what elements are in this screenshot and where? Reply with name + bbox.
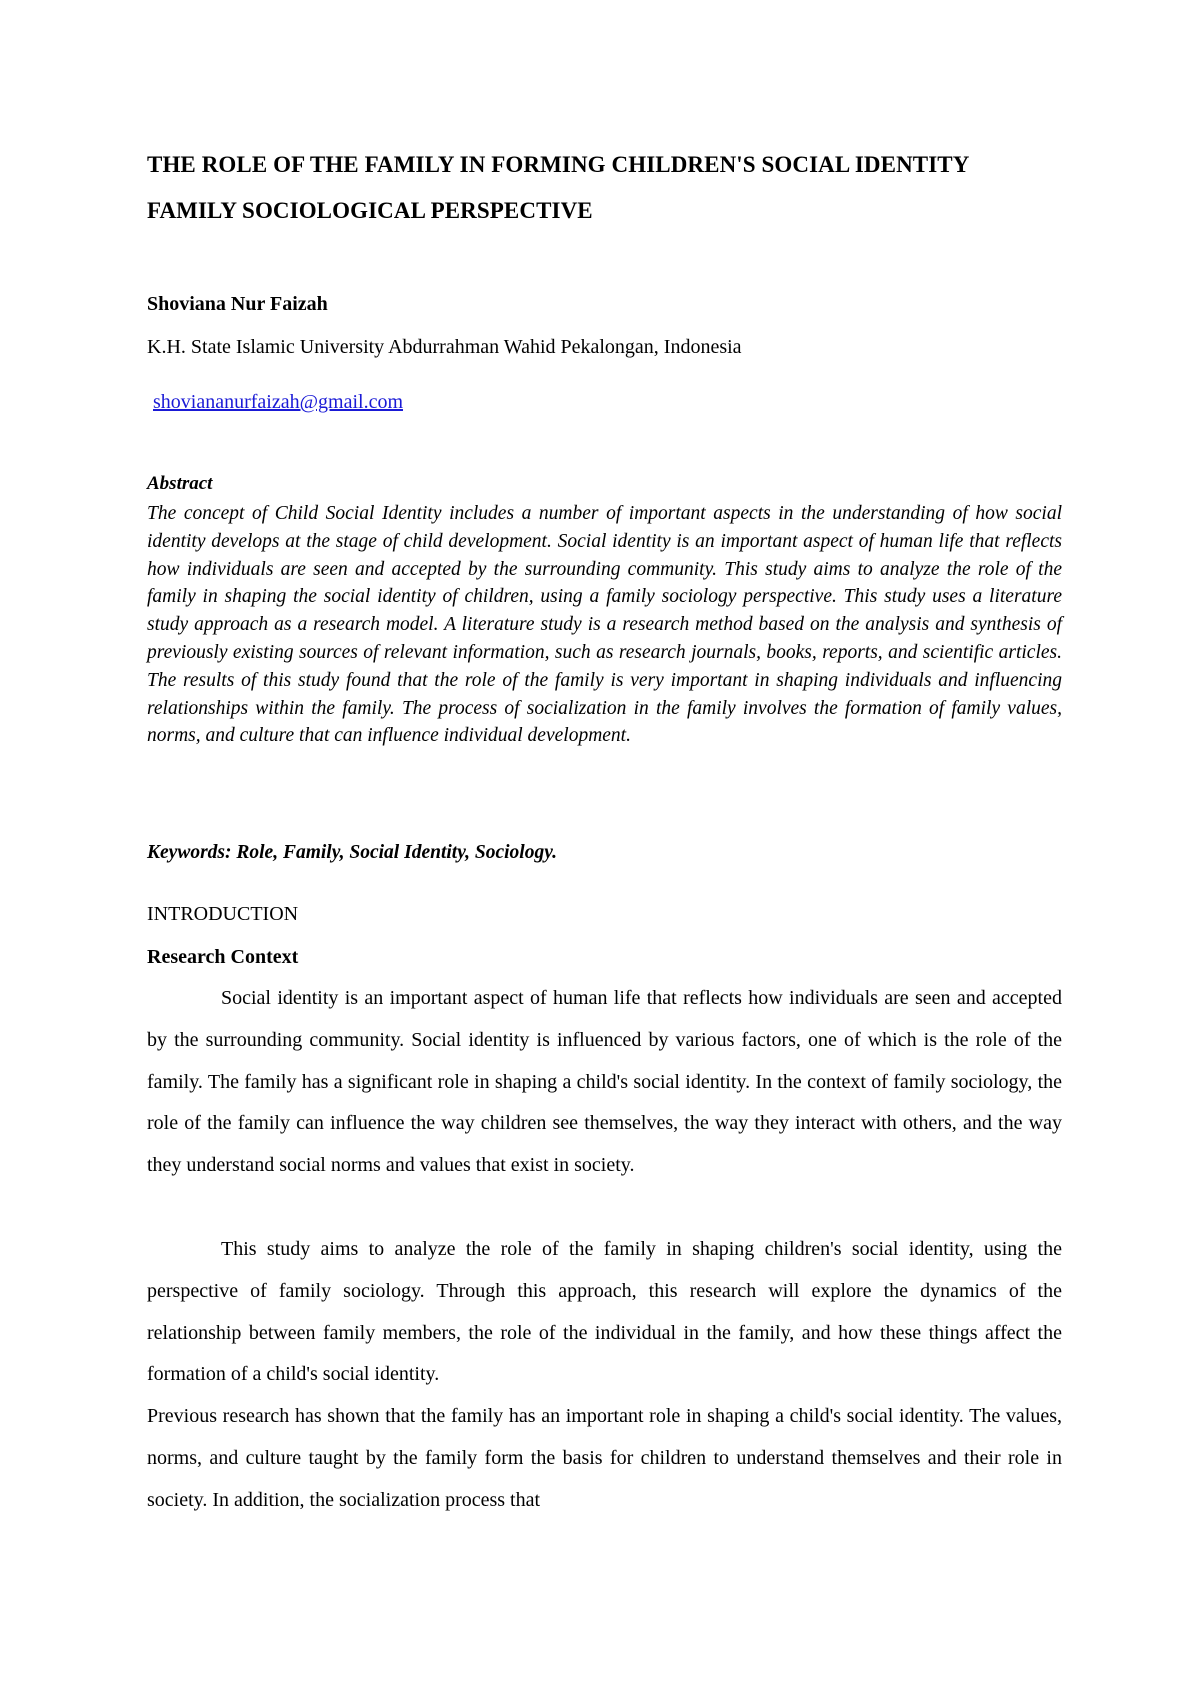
- author-name: Shoviana Nur Faizah: [147, 293, 328, 315]
- author-affiliation: K.H. State Islamic University Abdurrahman Wahid Pekalongan, Indonesia: [147, 336, 742, 358]
- abstract-heading: Abstract: [147, 473, 213, 494]
- body-paragraph: This study aims to analyze the role of the family in shaping children's social identity, using the perspective of family sociology. Through this approach, this research will explore the dynamics of the relationship between family members, the role of the individual in the family, and how these things affect the formation of a child's social identity.: [147, 1238, 1062, 1386]
- subsection-heading-research-context: Research Context: [147, 946, 299, 968]
- keywords: Keywords: Role, Family, Social Identity, Sociology.: [147, 842, 558, 863]
- abstract-text: The concept of Child Social Identity includes a number of important aspects in the understanding of how social identity develops at the stage of child development. Social identity is an important aspect of human life that reflects how individuals are seen and accepted by the surrounding community. This study aims to analyze the role of the family in shaping the social identity of children, using a family sociology perspective. This study uses a literature study approach as a research model. A literature study is a research method based on the analysis and synthesis of previously existing sources of relevant information, such as research journals, books, reports, and scientific articles. The results of this study found that the role of the family is very important in shaping individuals and influencing relationships within the family. The process of socialization in the family involves the formation of family values, norms, and culture that can influence individual development.: [147, 503, 1062, 747]
- section-heading-introduction: INTRODUCTION: [147, 903, 299, 925]
- body-paragraph: Previous research has shown that the family has an important role in shaping a child's social identity. The values, norms, and culture taught by the family form the basis for children to understand themselves and their role in society. In addition, the socialization process that: [147, 1405, 1062, 1511]
- paper-title: THE ROLE OF THE FAMILY IN FORMING CHILDREN'S SOCIAL IDENTITY FAMILY SOCIOLOGICAL PERSPECTIVE: [147, 152, 969, 223]
- paper-page: [147, 0, 1062, 1696]
- body-paragraph: Social identity is an important aspect of human life that reflects how individuals are seen and accepted by the surrounding community. Social identity is influenced by various factors, one of which is the role of the family. The family has a significant role in shaping a child's social identity. In the context of family sociology, the role of the family can influence the way children see themselves, the way they interact with others, and the way they understand social norms and values that exist in society.: [147, 987, 1062, 1177]
- author-email-link[interactable]: shoviananurfaizah@gmail.com: [153, 391, 403, 413]
